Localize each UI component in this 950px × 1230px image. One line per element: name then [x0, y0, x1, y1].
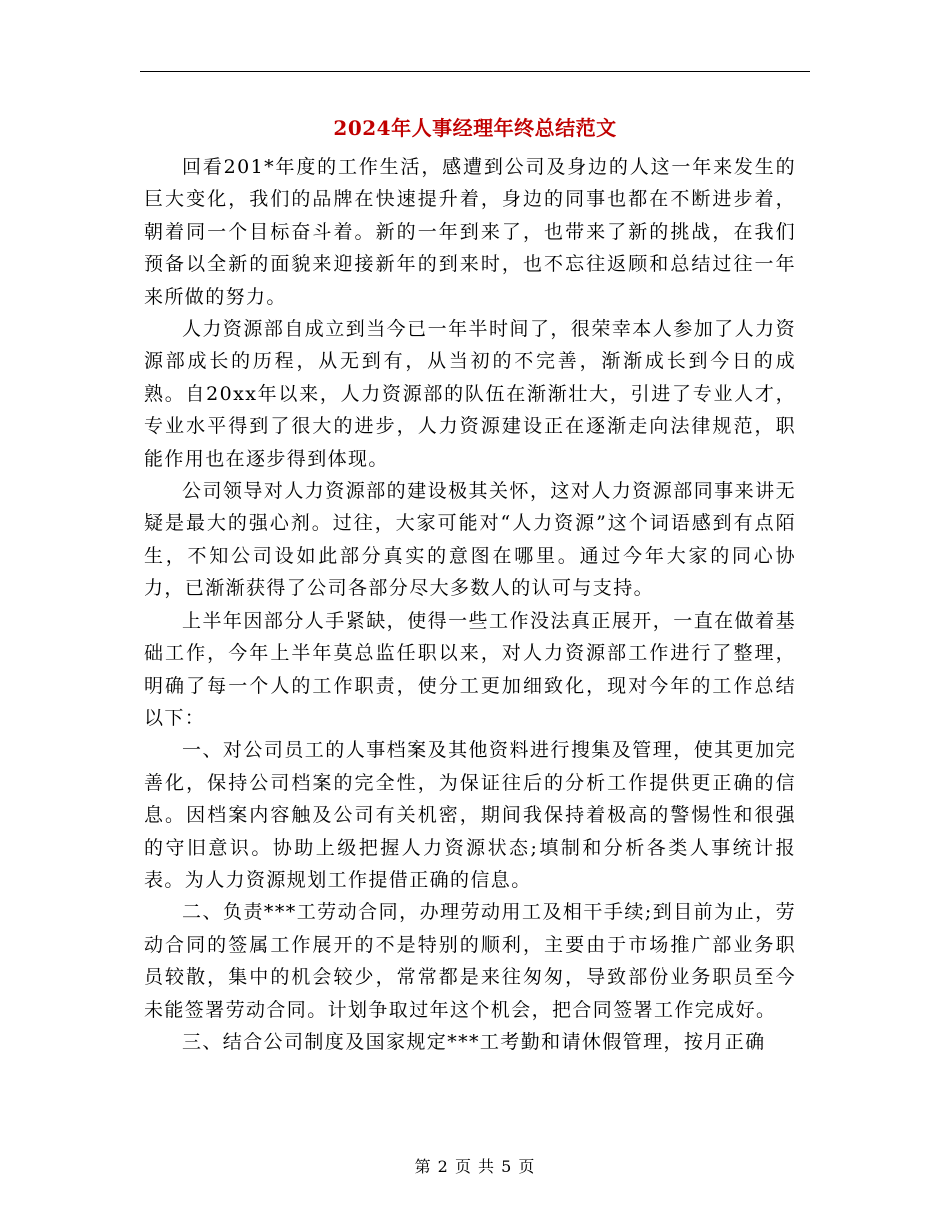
header-rule [140, 71, 810, 72]
paragraph-first-half-year: 上半年因部分人手紧缺，使得一些工作没法真正展开，一直在做着基础工作，今年上半年莫总监任职以来，对人力资源部工作进行了整理，明确了每一个人的工作职责，使分工更加细致化，现对今年的工作总结以下： [144, 609, 796, 729]
document-body [144, 151, 796, 1058]
paragraph-item-1-personnel-files: 一、对公司员工的人事档案及其他资料进行搜集及管理，使其更加完善化，保持公司档案的完全性，为保证往后的分析工作提供更正确的信息。因档案内容触及公司有关机密，期间我保持着极高的警惕性和很强的守旧意识。协助上级把握人力资源状态;填制和分析各类人事统计报表。为人力资源规划工作提借正确的信息。 [144, 739, 796, 891]
paragraph-hr-department-growth: 人力资源部自成立到当今已一年半时间了，很荣幸本人参加了人力资源部成长的历程，从无到有，从当初的不完善，渐渐成长到今日的成熟。自20xx年以来，人力资源部的队伍在渐渐壮大，引进了专业人才，专业水平得到了很大的进步，人力资源建设正在逐渐走向法律规范，职能作用也在逐步得到体现。 [144, 318, 796, 470]
page-number-footer: 第 2 页 共 5 页 [414, 1157, 536, 1176]
paragraph-intro: 回看201*年度的工作生活，感遭到公司及身边的人这一年来发生的巨大变化，我们的品牌在快速提升着，身边的同事也都在不断进步着，朝着同一个目标奋斗着。新的一年到来了，也带来了新的挑战，在我们预备以全新的面貌来迎接新年的到来时，也不忘往返顾和总结过往一年来所做的努力。 [144, 156, 796, 308]
paragraph-item-2-labor-contracts: 二、负责***工劳动合同，办理劳动用工及相干手续;到目前为止，劳动合同的签属工作展开的不是特别的顺利，主要由于市场推广部业务职员较散，集中的机会较少，常常都是来往匆匆，导致部份业务职员至今未能签署劳动合同。计划争取过年这个机会，把合同签署工作完成好。 [144, 901, 796, 1021]
paragraph-item-3-attendance: 三、结合公司制度及国家规定***工考勤和请休假管理，按月正确 [182, 1030, 766, 1053]
document-title: 2024年人事经理年终总结范文 [333, 116, 617, 140]
paragraph-leadership-support: 公司领导对人力资源部的建设极其关怀，这对人力资源部同事来讲无疑是最大的强心剂。过往，大家可能对“人力资源”这个词语感到有点陌生，不知公司设如此部分真实的意图在哪里。通过今年大家的同心协力，已渐渐获得了公司各部分尽大多数人的认可与支持。 [144, 480, 796, 600]
